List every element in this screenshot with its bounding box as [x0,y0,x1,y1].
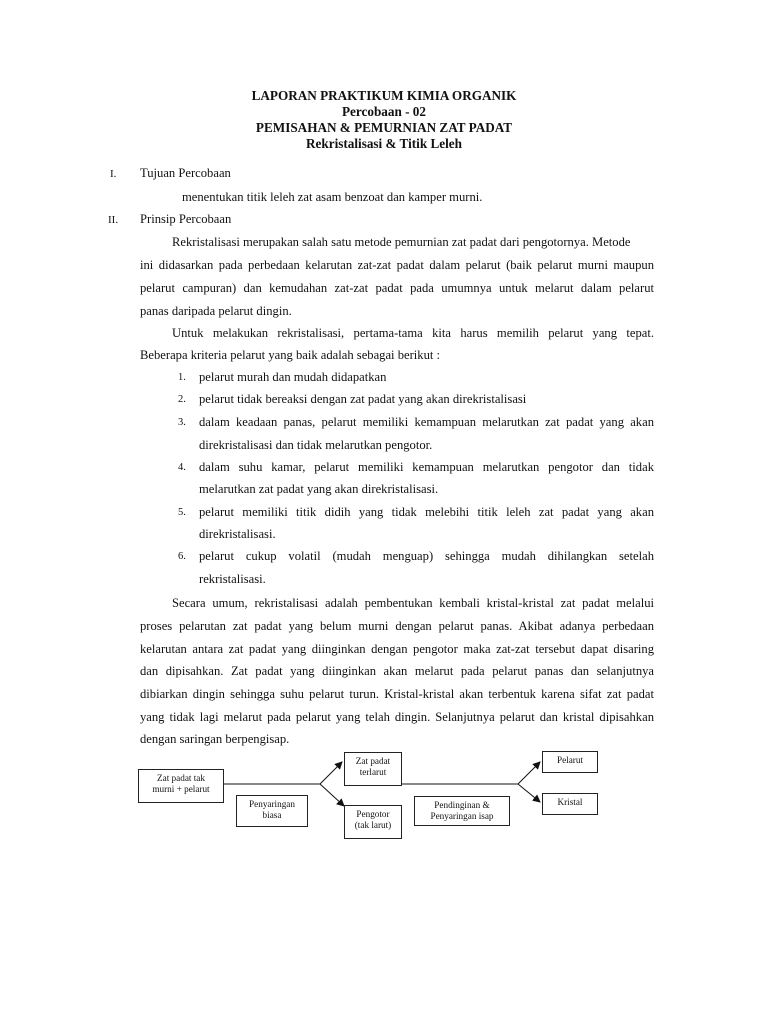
criteria-item: direkristalisasi. [199,527,276,541]
criteria-item: pelarut murah dan mudah didapatkan [199,370,387,384]
paragraph-3-line: proses pelarutan zat padat yang belum murni dengan pelarut panas. Akibat adanya perbedaan [140,619,654,633]
section-1-title: Tujuan Percobaan [140,166,231,180]
criteria-number: 1. [178,372,186,383]
paragraph-2-line: Untuk melakukan rekristalisasi, pertama-tama kita harus memilih pelarut yang tepat. [172,326,654,340]
box-label: Zat padat tak [157,773,205,783]
box-cooling-suction-filtration [414,796,510,826]
box-label: biasa [262,810,282,820]
box-label: murni + pelarut [152,784,210,794]
box-label: Pendinginan & [434,800,490,810]
criteria-number: 4. [178,462,186,473]
paragraph-1-line: pelarut campuran) dan kemudahan zat-zat padat pada umumnya untuk melarut dalam pelarut [140,281,654,295]
report-title: LAPORAN PRAKTIKUM KIMIA ORGANIK [251,88,517,103]
experiment-title: PEMISAHAN & PEMURNIAN ZAT PADAT [255,120,513,135]
paragraph-3-line: yang tidak lagi melarut pada pelarut yang telah dingin. Selanjutnya pelarut dan kristal dipisahkan [140,710,654,724]
paragraph-3-line: dan dipisahkan. Zat padat yang diinginkan akan melarut pada pelarut panas dan selanjutnya [140,664,654,678]
connector-arrow [518,762,540,784]
criteria-number: 3. [178,417,186,428]
connector-arrow [320,784,344,806]
connector-arrow [320,762,342,784]
section-2-title: Prinsip Percobaan [140,212,232,226]
criteria-item: dalam suhu kamar, pelarut memiliki kemampuan melarutkan pengotor dan tidak [199,460,654,474]
box-label: Zat padat [355,756,391,766]
criteria-item: pelarut memiliki titik didih yang tidak melebihi titik leleh zat padat yang akan [199,505,654,519]
box-label: Pelarut [556,755,584,765]
section-1-text: menentukan titik leleh zat asam benzoat dan kamper murni. [182,190,483,204]
criteria-item: direkristalisasi dan tidak melarutkan pengotor. [199,438,433,452]
paragraph-1-line: panas daripada pelarut dingin. [140,304,292,318]
box-impurity [344,805,402,839]
criteria-number: 6. [178,551,186,562]
paragraph-2-line: Beberapa kriteria pelarut yang baik adalah sebagai berikut : [140,348,441,362]
paragraph-3-line: Secara umum, rekristalisasi adalah pembentukan kembali kristal-kristal zat padat melalui [172,596,654,610]
connector-arrow [518,784,540,802]
criteria-number: 2. [178,394,186,405]
paragraph-3-line: kelarutan antara zat padat yang diinginkan dengan pengotor maka zat-zat tersebut dapat disaring [140,642,654,656]
section-2-numeral: II. [108,214,119,226]
experiment-number: Percobaan - 02 [342,104,426,119]
section-1-numeral: I. [110,168,117,180]
criteria-item: melarutkan zat padat yang akan direkristalisasi. [199,482,439,496]
box-dissolved-solid [344,752,402,786]
experiment-subtitle: Rekristalisasi & Titik Leleh [306,136,462,151]
box-crystal [542,793,598,815]
paragraph-3-line: dengan saringan berpengisap. [140,732,290,746]
criteria-item: rekristalisasi. [199,572,266,586]
paragraph-1-line: ini didasarkan pada perbedaan kelarutan zat-zat padat dalam pelarut (baik pelarut murni maupun [140,258,654,272]
box-label: Kristal [557,797,583,807]
paragraph-3-line: dibiarkan dingin sehingga suhu pelarut turun. Kristal-kristal akan terbentuk karena sifat zat padat [140,687,654,701]
box-label: terlarut [359,767,387,777]
box-label: (tak larut) [354,820,392,830]
box-label: Penyaringan [249,799,295,809]
box-solvent [542,751,598,773]
box-impure-solid [138,769,224,803]
criteria-item: dalam keadaan panas, pelarut memiliki kemampuan melarutkan zat padat yang akan [199,415,654,429]
paragraph-1-line: Rekristalisasi merupakan salah satu metode pemurnian zat padat dari pengotornya. Metode [172,235,631,249]
criteria-number: 5. [178,507,186,518]
criteria-item: pelarut tidak bereaksi dengan zat padat yang akan direkristalisasi [199,392,527,406]
box-label: Pengotor [356,809,390,819]
box-ordinary-filtration [236,795,308,827]
box-label: Penyaringan isap [430,811,494,821]
criteria-item: pelarut cukup volatil (mudah menguap) sehingga mudah dihilangkan setelah [199,549,654,563]
